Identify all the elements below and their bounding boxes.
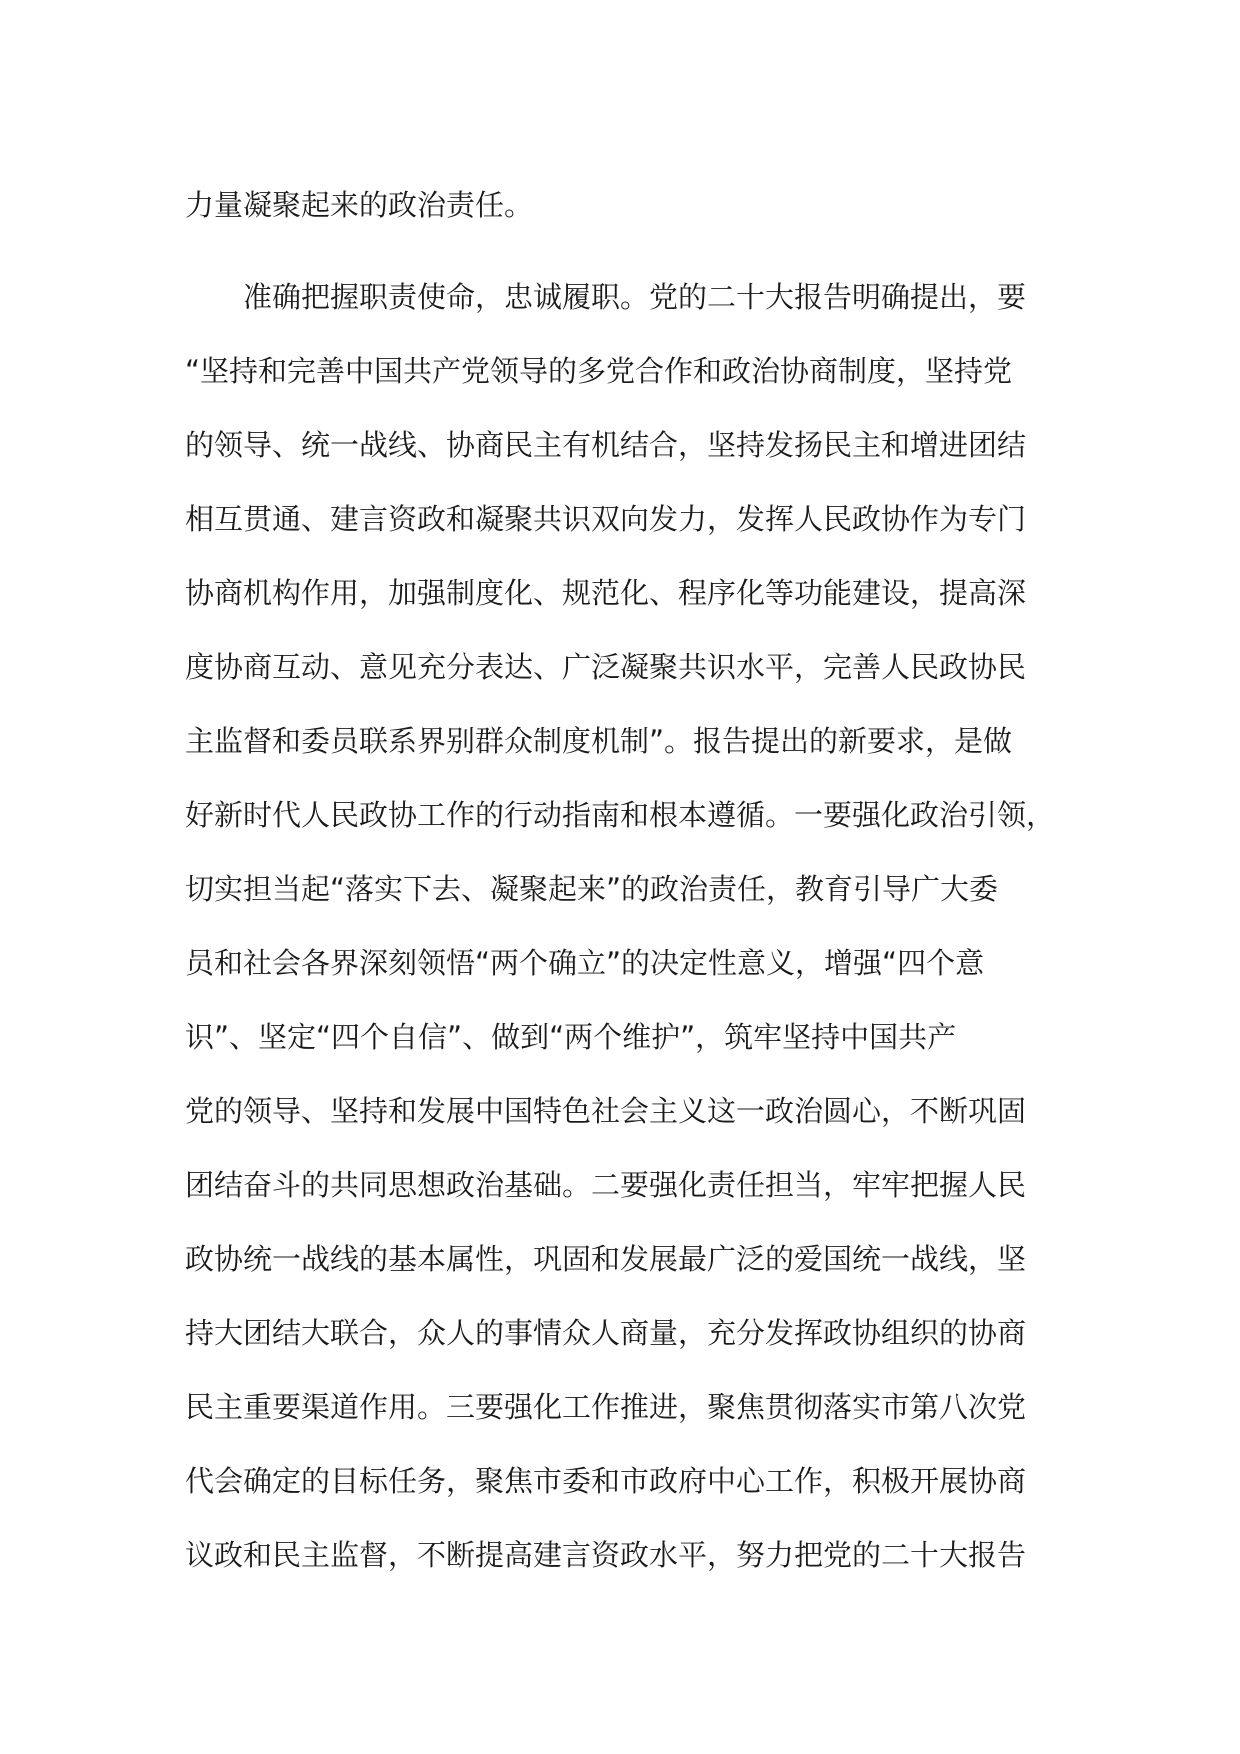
text-line: 准确把握职责使命，忠诚履职。党的二十大报告明确提出，要 — [243, 280, 1027, 314]
text-line: 党的领导、坚持和发展中国特色社会主义这一政治圆心，不断巩固 — [185, 1094, 1027, 1128]
text-line: 协商机构作用，加强制度化、规范化、程序化等功能建设，提高深 — [185, 576, 1027, 610]
paragraph-gap — [185, 242, 1065, 260]
text-line: 民主重要渠道作用。三要强化工作推进，聚焦贯彻落实市第八次党 — [185, 1390, 1027, 1424]
text-line: 团结奋斗的共同思想政治基础。二要强化责任担当，牢牢把握人民 — [185, 1168, 1027, 1202]
text-line: 持大团结大联合，众人的事情众人商量，充分发挥政协组织的协商 — [185, 1316, 1027, 1350]
text-line: 切实担当起“落实下去、凝聚起来”的政治责任，教育引导广大委 — [185, 872, 999, 906]
text-line: “坚持和完善中国共产党领导的多党合作和政治协商制度，坚持党 — [185, 354, 1013, 388]
text-line: 相互贯通、建言资政和凝聚共识双向发力，发挥人民政协作为专门 — [185, 502, 1027, 536]
text-line: 的领导、统一战线、协商民主有机结合，坚持发扬民主和增进团结 — [185, 428, 1027, 462]
text-line: 代会确定的目标任务，聚焦市委和市政府中心工作，积极开展协商 — [185, 1464, 1027, 1498]
text-line: 识”、坚定“四个自信”、做到“两个维护”，筑牢坚持中国共产 — [185, 1020, 957, 1054]
text-line: 主监督和委员联系界别群众制度机制”。报告提出的新要求，是做 — [185, 724, 1013, 758]
text-line: 力量凝聚起来的政治责任。 — [185, 188, 534, 222]
text-line: 好新时代人民政协工作的行动指南和根本遵循。一要强化政治引领， — [185, 798, 1056, 832]
text-line: 议政和民主监督，不断提高建言资政水平，努力把党的二十大报告 — [185, 1538, 1027, 1572]
text-line: 政协统一战线的基本属性，巩固和发展最广泛的爱国统一战线，坚 — [185, 1242, 1027, 1276]
body-text — [185, 168, 1065, 1592]
text-line: 度协商互动、意见充分表达、广泛凝聚共识水平，完善人民政协民 — [185, 650, 1027, 684]
text-line: 员和社会各界深刻领悟“两个确立”的决定性意义，增强“四个意 — [185, 946, 985, 980]
